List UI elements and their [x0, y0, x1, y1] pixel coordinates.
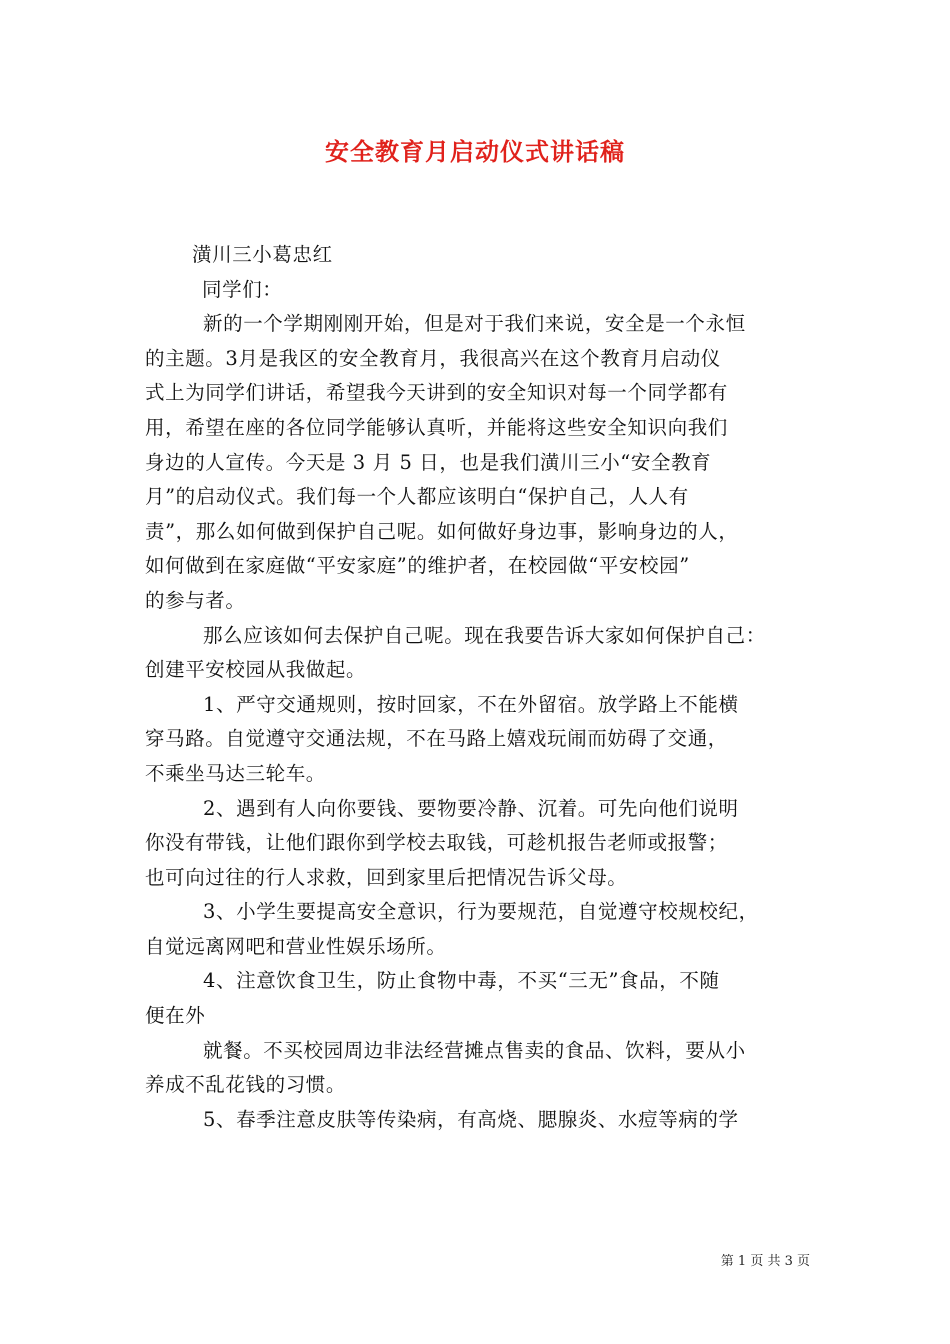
- page-number: 第 1 页 共 3 页: [720, 1254, 810, 1269]
- paragraph-line: 创建平安校园从我做起。: [145, 658, 367, 682]
- paragraph-line: 式上为同学们讲话，希望我今天讲到的安全知识对每一个同学都有: [145, 381, 728, 405]
- list-item-line: 2、遇到有人向你要钱、要物要冷静、沉着。可先向他们说明: [203, 796, 739, 820]
- list-item-line: 也可向过往的行人求救，回到家里后把情况告诉父母。: [145, 865, 628, 889]
- paragraph-line: 用，希望在座的各位同学能够认真听，并能将这些安全知识向我们: [145, 415, 728, 439]
- document-body: [145, 238, 813, 1137]
- list-item-line: 穿马路。自觉遵守交通法规，不在马路上嬉戏玩闹而妨碍了交通，: [145, 727, 728, 751]
- paragraph-line: 的主题。3月是我区的安全教育月，我很高兴在这个教育月启动仪: [145, 346, 721, 370]
- document-title: 安全教育月启动仪式讲话稿: [325, 137, 625, 166]
- paragraph-line: 新的一个学期刚刚开始，但是对于我们来说，安全是一个永恒: [203, 312, 746, 336]
- list-item-line: 自觉远离网吧和营业性娱乐场所。: [145, 934, 447, 958]
- list-item-line: 1、严守交通规则，按时回家，不在外留宿。放学路上不能横: [203, 692, 739, 716]
- paragraph-line: 那么应该如何去保护自己呢。现在我要告诉大家如何保护自己：: [203, 623, 766, 647]
- list-item-line: 3、小学生要提高安全意识，行为要规范，自觉遵守校规校纪，: [203, 900, 759, 924]
- paragraph-line: 责”，那么如何做到保护自己呢。如何做好身边事，影响身边的人，: [145, 519, 739, 543]
- list-item-line: 4、注意饮食卫生，防止食物中毒，不买“三无”食品，不随: [203, 969, 720, 993]
- list-item-line: 养成不乱花钱的习惯。: [145, 1073, 347, 1097]
- paragraph-line: 身边的人宣传。今天是 3 月 5 日，也是我们潢川三小“安全教育: [145, 450, 712, 474]
- list-item-line: 5、春季注意皮肤等传染病，有高烧、腮腺炎、水痘等病的学: [203, 1107, 739, 1131]
- paragraph-line: 的参与者。: [145, 588, 246, 612]
- list-item-line: 就餐。不买校园周边非法经营摊点售卖的食品、饮料，要从小: [203, 1038, 746, 1062]
- author-line: 潢川三小葛忠红: [192, 243, 333, 266]
- paragraph-line: 月”的启动仪式。我们每一个人都应该明白“保护自己，人人有: [145, 485, 689, 509]
- list-item-line: 不乘坐马达三轮车。: [145, 761, 326, 785]
- list-item-line: 便在外: [145, 1004, 206, 1028]
- list-item-line: 你没有带钱，让他们跟你到学校去取钱，可趁机报告老师或报警；: [145, 831, 728, 855]
- greeting-line: 同学们：: [202, 277, 283, 301]
- paragraph-line: 如何做到在家庭做“平安家庭”的维护者，在校园做“平安校园”: [145, 554, 690, 578]
